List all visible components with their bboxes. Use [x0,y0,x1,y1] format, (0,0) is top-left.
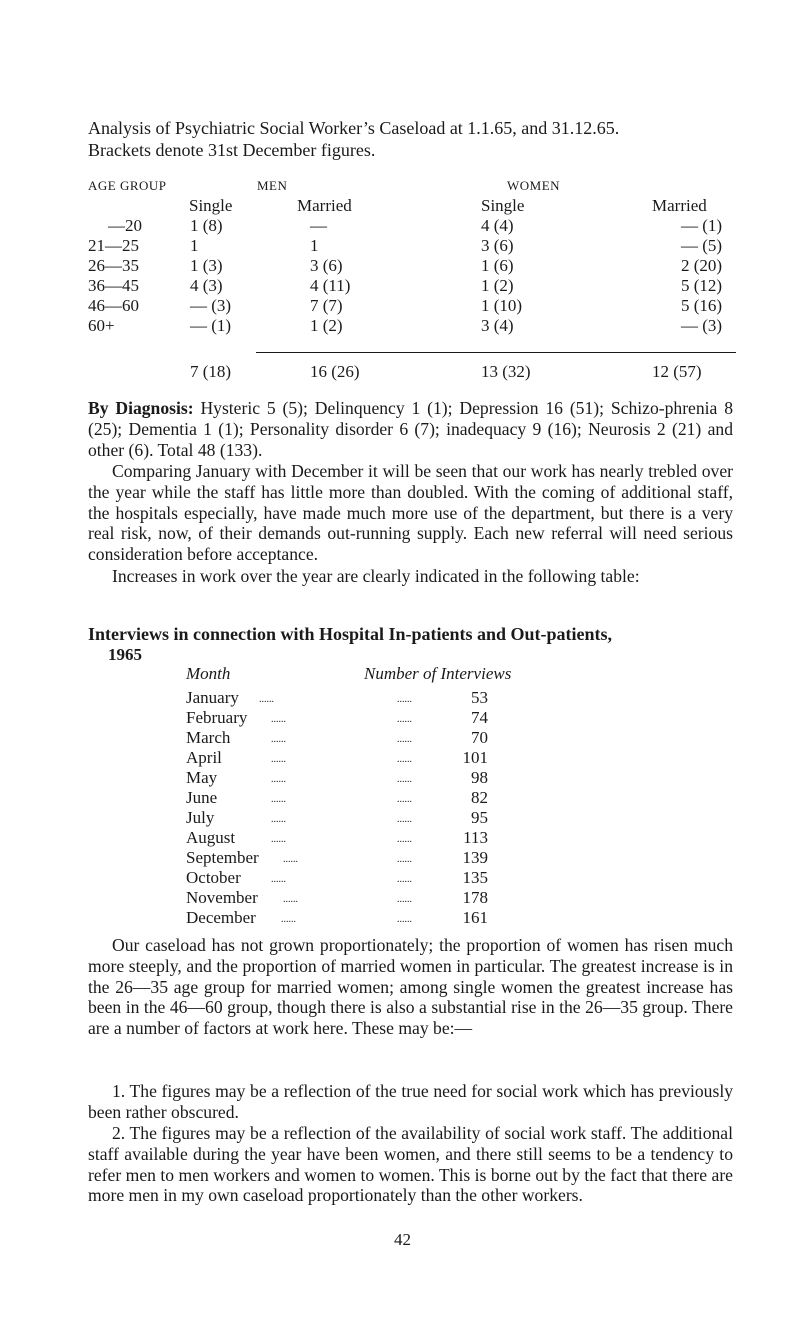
count-cell: 70 [471,728,488,747]
women-married-total: 12 (57) [652,362,702,381]
women-single-cell: 3 (6) [481,236,514,255]
men-married-cell: 7 (7) [310,296,343,315]
age-cell: 46—60 [88,296,139,315]
women-header: WOMEN [507,178,561,193]
women-single-cell: 1 (2) [481,276,514,295]
men-married-total: 16 (26) [310,362,360,381]
caseload-subtitle: Brackets denote 31st December figures. [88,140,376,160]
age-cell: 26—35 [88,256,139,275]
women-single-cell: 1 (6) [481,256,514,275]
leader-dots: ...... [397,794,412,805]
month-column-header: Month [186,664,231,683]
women-single-cell: 1 (10) [481,296,523,315]
count-cell: 95 [471,808,488,827]
men-single-cell: 1 (3) [190,256,223,275]
women-married-header: Married [652,196,707,215]
women-single-header: Single [481,196,525,215]
month-cell: March [186,728,231,747]
count-cell: 82 [471,788,488,807]
leader-dots: ...... [271,794,286,805]
women-married-cell: 5 (16) [681,296,723,315]
men-married-header: Married [297,196,352,215]
leader-dots: ...... [397,714,412,725]
men-single-cell: 1 [190,236,199,255]
leader-dots: ...... [283,894,298,905]
count-cell: 101 [462,748,488,767]
count-cell: 178 [462,888,488,907]
men-married-cell: 1 (2) [310,316,343,335]
leader-dots: ...... [271,754,286,765]
month-cell: June [186,788,218,807]
page-number: 42 [394,1230,411,1249]
month-cell: January [186,688,239,707]
leader-dots: ...... [397,754,412,765]
interviews-column-header: Number of Interviews [364,664,512,683]
month-cell: February [186,708,248,727]
count-cell: 98 [471,768,488,787]
leader-dots: ...... [271,714,286,725]
interviews-year: 1965 [108,645,142,664]
women-single-cell: 4 (4) [481,216,514,235]
count-cell: 139 [462,848,488,867]
women-married-cell: — (1) [681,216,723,235]
men-single-cell: — (3) [190,296,232,315]
month-cell: October [186,868,241,887]
men-header: MEN [257,178,288,193]
totals-rule [256,352,736,353]
caseload-paragraph: Our caseload has not grown proportionately; the proportion of women has risen much more steeply, and the proportion of married women in particular. The greatest increase is in the 26—35 age group for married women; among single women the greatest increase has been in the 46—60 group, though there is also a substantial rise in the 26—35 group. There are a number of factors at work here. These may be:— [88,935,733,1039]
leader-dots: ...... [397,774,412,785]
leader-dots: ...... [397,914,412,925]
men-single-total: 7 (18) [190,362,232,381]
leader-dots: ...... [397,834,412,845]
count-cell: 135 [462,868,488,887]
age-group-header: AGE GROUP [88,178,167,193]
month-cell: December [186,908,256,927]
leader-dots: ...... [397,694,412,705]
leader-dots: ...... [397,734,412,745]
leader-dots: ...... [271,874,286,885]
women-single-cell: 3 (4) [481,316,514,335]
age-cell: —20 [108,216,142,235]
women-married-cell: — (3) [681,316,723,335]
women-married-cell: 2 (20) [681,256,723,275]
men-married-cell: 1 [310,236,319,255]
count-cell: 53 [471,688,488,707]
women-married-cell: — (5) [681,236,723,255]
men-married-cell: 3 (6) [310,256,343,275]
leader-dots: ...... [271,834,286,845]
interviews-heading: Interviews in connection with Hospital In-patients and Out-patients, [88,624,613,644]
leader-dots: ...... [397,854,412,865]
men-single-header: Single [189,196,233,215]
leader-dots: ...... [259,694,274,705]
men-married-cell: — [310,216,327,235]
count-cell: 113 [463,828,488,847]
diagnosis-paragraph [88,398,733,460]
month-cell: August [186,828,236,847]
age-cell: 60+ [88,316,115,335]
month-cell: September [186,848,259,867]
leader-dots: ...... [397,814,412,825]
leader-dots: ...... [271,774,286,785]
month-cell: May [186,768,218,787]
comparison-paragraph: Comparing January with December it will be seen that our work has nearly trebled over the year while the staff has little more than doubled. With the coming of additional staff, the hospitals especially, have made much more use of the department, but there is a very real risk, now, of their demands out-running supply. Each new referral will need serious consideration before acceptance. [88,461,733,565]
count-cell: 161 [462,908,488,927]
men-married-cell: 4 (11) [310,276,351,295]
diagnosis-text: Hysteric 5 (5); Delinquency 1 (1); Depression 16 (51); Schizo-phrenia 8 (25); Dementia 1 (1); Personality disorder 6 (7); inadequacy 9 (16); Neurosis 2 (21) and other (6). Total 48 (133). [88,398,734,460]
leader-dots: ...... [397,894,412,905]
age-cell: 21—25 [88,236,139,255]
men-single-cell: 1 (8) [190,216,223,235]
point-1-paragraph: 1. The figures may be a reflection of the true need for social work which has previously been rather obscured. [88,1081,733,1122]
women-married-cell: 5 (12) [681,276,723,295]
leader-dots: ...... [271,814,286,825]
month-cell: November [186,888,258,907]
leader-dots: ...... [281,914,296,925]
leader-dots: ...... [283,854,298,865]
caseload-title: Analysis of Psychiatric Social Worker’s Caseload at 1.1.65, and 31.12.65. [88,118,620,138]
age-cell: 36—45 [88,276,139,295]
women-single-total: 13 (32) [481,362,531,381]
increases-paragraph: Increases in work over the year are clearly indicated in the following table: [112,566,640,586]
month-cell: July [186,808,215,827]
men-single-cell: 4 (3) [190,276,223,295]
diagnosis-label: By Diagnosis: [88,398,194,418]
point-2-paragraph: 2. The figures may be a reflection of the availability of social work staff. The additional staff available during the year have been women, and there still seems to be a tendency to refer men to men workers and women to women. This is borne out by the fact that there are more men in my own caseload proportionately than the other workers. [88,1123,733,1206]
men-single-cell: — (1) [190,316,232,335]
leader-dots: ...... [397,874,412,885]
leader-dots: ...... [271,734,286,745]
month-cell: April [186,748,222,767]
count-cell: 74 [471,708,488,727]
